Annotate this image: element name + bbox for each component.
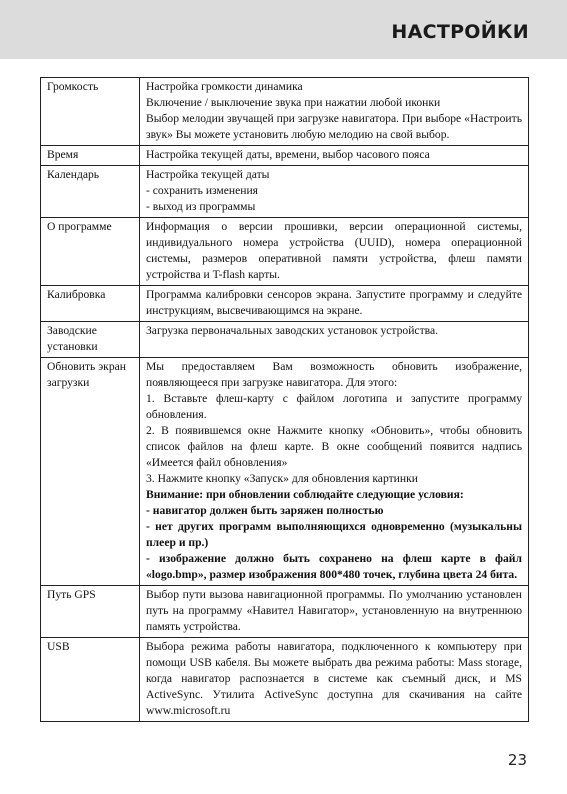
table-row <box>41 146 529 166</box>
warning-line: - нет других программ выполняющихся одновременно (музыкальны плеер и пр.) <box>146 520 522 549</box>
setting-description <box>140 146 529 166</box>
description-line: 2. В появившемся окне Нажмите кнопку «Обновить», чтобы обновить список файлов на флеш карте. В окне сообщений появится надпись «Имеется файл обновления» <box>146 424 522 469</box>
description-line: Настройка текущей даты, времени, выбор часового пояса <box>146 148 430 161</box>
description-line: 3. Нажмите кнопку «Запуск» для обновления картинки <box>146 472 418 485</box>
setting-name: Путь GPS <box>41 586 140 638</box>
setting-name: Громкость <box>41 78 140 146</box>
description-line: Выбор мелодии звучащей при загрузке навигатора. При выборе «Настроить звук» Вы можете установить любую мелодию на свой выбор. <box>146 112 522 141</box>
setting-name: Обновить экран загрузки <box>41 358 140 586</box>
warning-line: Внимание: при обновлении соблюдайте следующие условия: <box>146 488 464 501</box>
description-line: Программа калибровки сенсоров экрана. Запустите программу и следуйте инструкциям, высвечивающимся на экране. <box>146 288 522 317</box>
description-line: Мы предоставляем Вам возможность обновить изображение, появляющееся при загрузке навигатора. Для этого: <box>146 360 522 389</box>
warning-line: - изображение должно быть сохранено на флеш карте в файл «logo.bmp», размер изображения 800*480 точек, глубина цвета 24 бита. <box>146 552 522 581</box>
setting-description <box>140 166 529 218</box>
setting-name: Заводские установки <box>41 322 140 358</box>
description-line: Выбора режима работы навигатора, подключенного к компьютеру при помощи USB кабеля. Вы можете выбрать два режима работы: Mass storage, когда навигатор распознается в системе как съемный диск, и MS ActiveSync. Утилита ActiveSync доступна для скачивания на сайте www.microsoft.ru <box>146 640 522 717</box>
setting-description <box>140 322 529 358</box>
description-line: - выход из программы <box>146 200 256 213</box>
setting-description <box>140 358 529 586</box>
table-row <box>41 218 529 286</box>
page-title: НАСТРОЙКИ <box>391 21 529 43</box>
description-line: 1. Вставьте флеш-карту с файлом логотипа и запустите программу обновления. <box>146 392 522 421</box>
setting-name: О программе <box>41 218 140 286</box>
header-band <box>0 0 567 59</box>
table-row <box>41 638 529 722</box>
description-line: Выбор пути вызова навигационной программы. По умолчанию установлен путь на программу «Навител Навигатор», установленную на внутреннюю память устройства. <box>146 588 522 633</box>
description-line: Настройка текущей даты <box>146 168 270 181</box>
table-row <box>41 358 529 586</box>
setting-name: USB <box>41 638 140 722</box>
setting-description <box>140 286 529 322</box>
setting-description <box>140 586 529 638</box>
warning-line: - навигатор должен быть заряжен полностью <box>146 504 384 517</box>
setting-description <box>140 218 529 286</box>
settings-table <box>40 77 529 722</box>
description-line: Включение / выключение звука при нажатии любой иконки <box>146 96 441 109</box>
setting-description <box>140 638 529 722</box>
page-number: 23 <box>507 751 527 769</box>
setting-name: Время <box>41 146 140 166</box>
table-row <box>41 286 529 322</box>
description-line: - сохранить изменения <box>146 184 259 197</box>
table-row <box>41 586 529 638</box>
table-row <box>41 322 529 358</box>
setting-description <box>140 78 529 146</box>
description-line: Информация о версии прошивки, версии операционной системы, индивидуального номера устройства (UUID), номера операционной системы, размеров оперативной памяти устройства, флеш памяти устройства и T-flash карты. <box>146 220 522 281</box>
table-row <box>41 78 529 146</box>
table-row <box>41 166 529 218</box>
setting-name: Календарь <box>41 166 140 218</box>
setting-name: Калибровка <box>41 286 140 322</box>
description-line: Загрузка первоначальных заводских установок устройства. <box>146 324 439 337</box>
description-line: Настройка громкости динамика <box>146 80 303 93</box>
